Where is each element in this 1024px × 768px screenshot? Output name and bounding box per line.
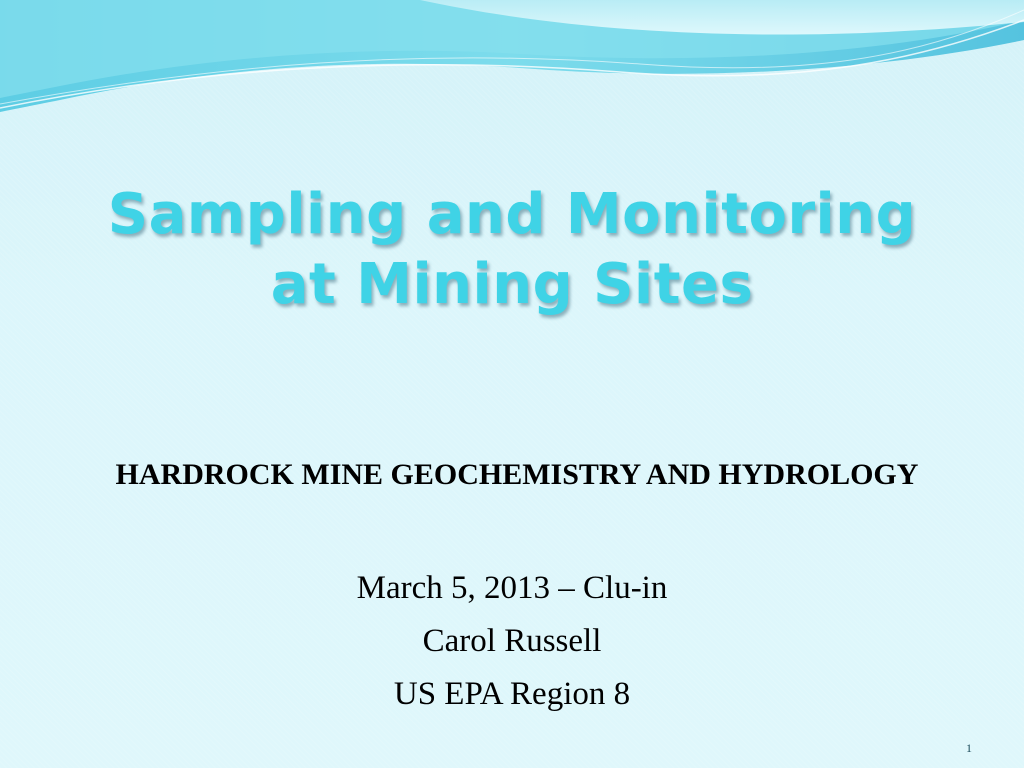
slide-title-line-1: Sampling and Monitoring xyxy=(107,182,917,247)
page-number: 1 xyxy=(966,741,972,755)
course-heading: HARDROCK MINE GEOCHEMISTRY AND HYDROLOGY xyxy=(115,458,919,491)
organization: US EPA Region 8 xyxy=(393,676,631,712)
decorative-wave-header xyxy=(0,0,1024,130)
slide-title-line-2: at Mining Sites xyxy=(270,252,754,317)
presentation-details xyxy=(0,562,1024,721)
date-line: March 5, 2013 – Clu-in xyxy=(356,570,668,606)
slide-title xyxy=(0,180,1024,320)
presenter-name: Carol Russell xyxy=(422,623,602,659)
